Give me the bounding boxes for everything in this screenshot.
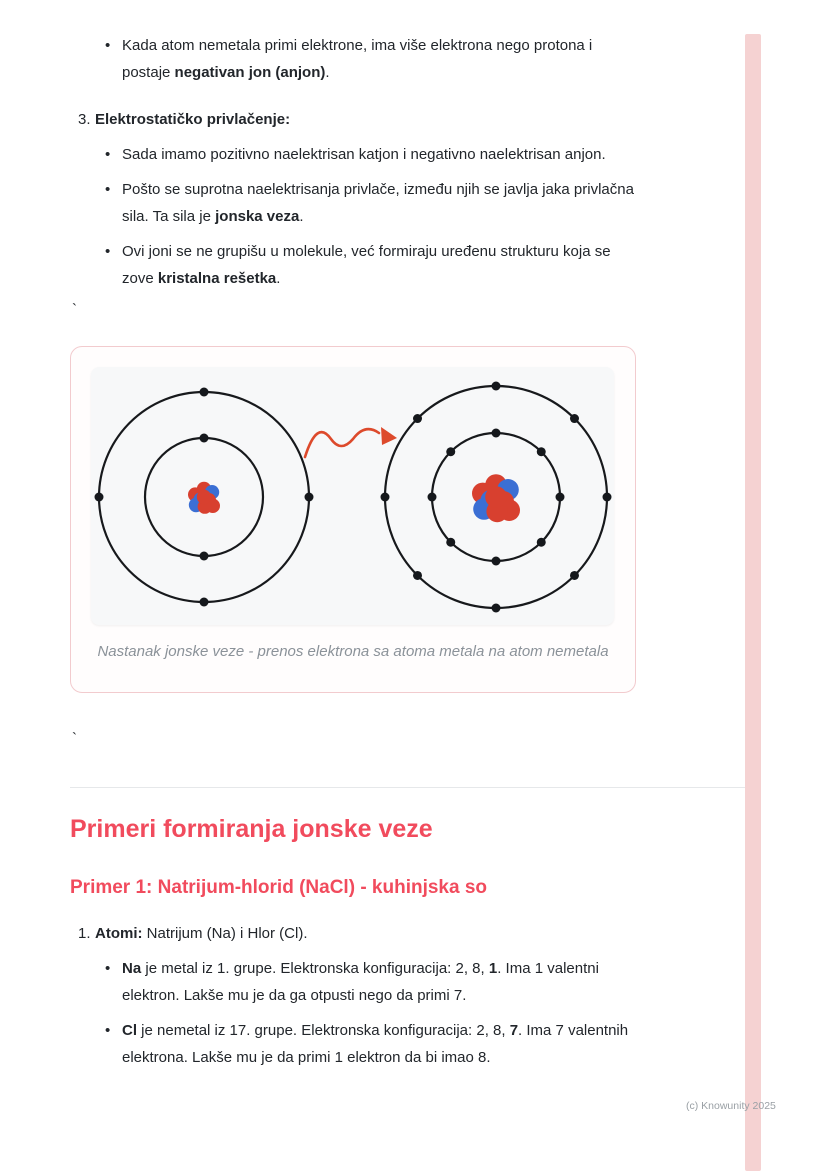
numbered-item-title: Elektrostatičko privlačenje: (95, 111, 291, 128)
figure-caption: Nastanak jonske veze - prenos elektrona sa atoma metala na atom nemetala (97, 643, 609, 660)
numbered-item-1 (78, 920, 636, 947)
copyright-watermark: (c) Knowunity 2025 (686, 1100, 776, 1112)
bullet-item (105, 238, 636, 292)
bullet-text: • Kada atom nemetala primi elektrone, ima više elektrona nego protona i postaje negativan jon (anjon). (122, 37, 593, 81)
bullet-text: • Pošto se suprotna naelektrisanja privlače, između njih se javlja jaka privlačna sila. Ta sila je jonska veza. (122, 181, 634, 225)
atom-diagram (91, 367, 614, 625)
section-heading: Primeri formiranja jonske veze (70, 815, 433, 843)
intro-bullet-list (105, 32, 636, 86)
stray-backtick: ` (72, 301, 77, 318)
bullet-text: • Na je metal iz 1. grupe. Elektronska konfiguracija: 2, 8, 1. Ima 1 valentni elektron. Lakše mu je da ga otpusti nego da primi 7. (122, 960, 599, 1004)
bullet-text: • Cl je nemetal iz 17. grupe. Elektronska konfiguracija: 2, 8, 7. Ima 7 valentnih elektrona. Lakše mu je da primi 1 elektron da bi imao 8. (122, 1022, 629, 1066)
item1-bullet-list (105, 955, 636, 1071)
item3-bullet-list (105, 141, 636, 292)
numbered-item-title: Atomi: Natrijum (Na) i Hlor (Cl). (95, 925, 308, 942)
list-number: 3. (78, 111, 91, 128)
bullet-item (105, 176, 636, 230)
ionic-bond-figure (70, 346, 636, 693)
stray-backtick: ` (72, 730, 77, 747)
bullet-item (105, 32, 636, 86)
bullet-item (105, 141, 636, 168)
bullet-item (105, 955, 636, 1009)
bullet-text: • Sada imamo pozitivno naelektrisan katjon i negativno naelektrisan anjon. (122, 146, 606, 163)
bullet-text: • Ovi joni se ne grupišu u molekule, već formiraju uređenu strukturu koja se zove kristalna rešetka. (122, 243, 611, 287)
document-content (70, 32, 636, 1079)
highlight-stripe (745, 34, 761, 1171)
diagram-panel (91, 367, 614, 625)
numbered-item-3 (78, 106, 636, 133)
divider (70, 787, 757, 788)
subsection-heading: Primer 1: Natrijum-hlorid (NaCl) - kuhinjska so (70, 877, 488, 898)
list-number: 1. (78, 925, 91, 942)
bullet-item (105, 1017, 636, 1071)
